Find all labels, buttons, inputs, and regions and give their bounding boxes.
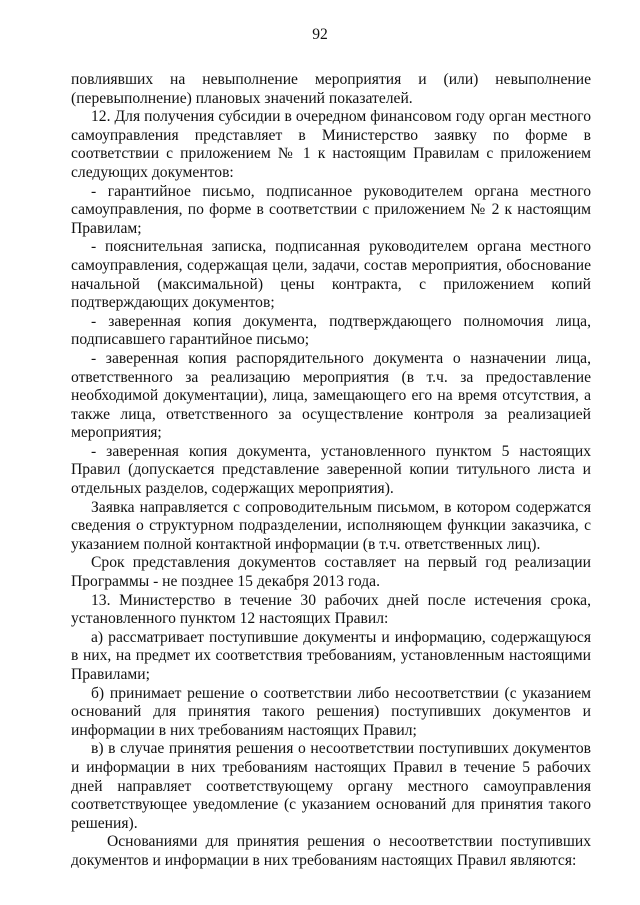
paragraph-continuation: повлиявших на невыполнение мероприятия и (или) невыполнение (перевыполнение) плановых значений показателей.	[71, 71, 591, 107]
paragraph-authority-copy: - заверенная копия документа, подтверждающего полномочия лица, подписавшего гарантийное письмо;	[71, 312, 591, 349]
document-body	[71, 71, 591, 871]
paragraph-item-12: 12. Для получения субсидии в очередном финансовом году орган местного самоуправления представляет в Министерство заявку по форме в соответствии с приложением № 1 к настоящим Правилам с приложением следующих документов:	[71, 108, 591, 181]
paragraph-item-13-c: в) в случае принятия решения о несоответствии поступивших документов и информации в них требованиям настоящих Правил в течение 5 рабочих дней направляет соответствующему органу местного самоуправления соответствующее уведомление (с указанием оснований для принятия такого решения).	[71, 740, 591, 832]
paragraph-grounds: Основаниями для принятия решения о несоответствии поступивших документов и информации в них требованиям настоящих Правил являются:	[71, 833, 591, 869]
paragraph-item-13-a: а) рассматривает поступившие документы и информацию, содержащуюся в них, на предмет их соответствия требованиям, установленным настоящими Правилами;	[71, 628, 591, 683]
paragraph-document-copy: - заверенная копия документа, установленного пунктом 5 настоящих Правил (допускается представление заверенной копии титульного листа и отдельных разделов, содержащих мероприятия).	[71, 442, 591, 498]
paragraph-item-13: 13. Министерство в течение 30 рабочих дней после истечения срока, установленного пунктом 12 настоящих Правил:	[71, 591, 591, 628]
paragraph-order-copy: - заверенная копия распорядительного документа о назначении лица, ответственного за реализацию мероприятия (в т.ч. за предоставление необходимой документации), лица, замещающего его на время отсутствия, а также лица, ответственного за осуществление контроля за реализацией мероприятия;	[71, 349, 591, 442]
paragraph-deadline: Срок представления документов составляет на первый год реализации Программы - не позднее 15 декабря 2013 года.	[71, 554, 591, 591]
page-number: 92	[312, 26, 328, 43]
paragraph-cover-letter: Заявка направляется с сопроводительным письмом, в котором содержатся сведения о структурном подразделении, исполняющем функции заказчика, с указанием полной контактной информации (в т.ч. ответственных лиц).	[71, 498, 591, 553]
paragraph-explanatory-note: - пояснительная записка, подписанная руководителем органа местного самоуправления, содержащая цели, задачи, состав мероприятия, обоснование начальной (максимальной) цены контракта, с приложением копий подтверждающих документов;	[71, 238, 591, 312]
paragraph-guarantee-letter: - гарантийное письмо, подписанное руководителем органа местного самоуправления, по форме в соответствии с приложением № 2 к настоящим Правилам;	[71, 182, 591, 237]
paragraph-item-13-b: б) принимает решение о соответствии либо несоответствии (с указанием оснований для принятия такого решения) поступивших документов и информации в них требованиям настоящих Правил;	[71, 684, 591, 739]
